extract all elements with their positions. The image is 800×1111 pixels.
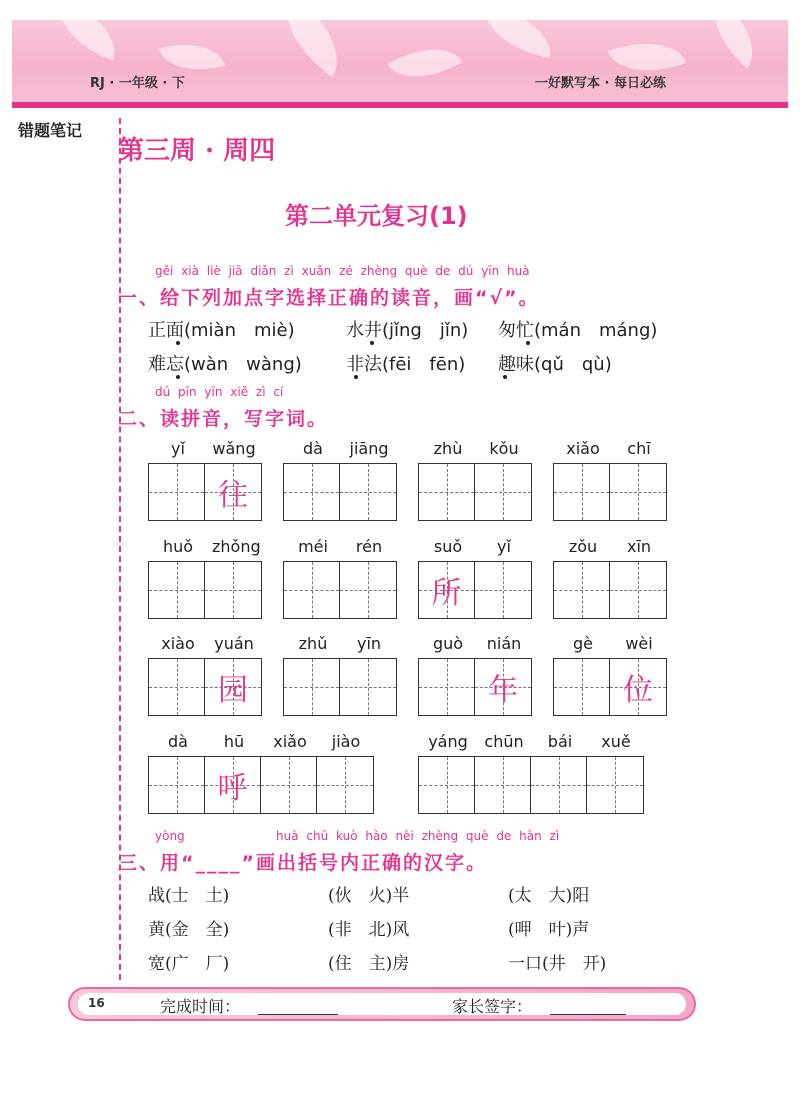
section2-title: 二、读拼音，写字词。 <box>118 408 329 430</box>
writing-cell[interactable] <box>475 757 531 813</box>
writing-cell[interactable] <box>610 464 666 520</box>
writing-grid[interactable] <box>148 658 262 716</box>
char-choice-item[interactable]: (非 北)风 <box>328 920 410 940</box>
writing-cell[interactable] <box>419 464 475 520</box>
page-number: 16 <box>88 996 105 1010</box>
choice-item[interactable]: 匆忙(mán máng) <box>498 320 658 341</box>
written-character: 园 <box>218 673 248 708</box>
writing-grid[interactable] <box>148 756 374 814</box>
grid-pinyin: zhǔ <box>298 634 328 653</box>
grid-pinyin: kǒu <box>489 439 519 458</box>
emphasis-dot <box>526 341 530 345</box>
writing-cell[interactable] <box>340 464 396 520</box>
grid-pinyin: wèi <box>625 634 653 653</box>
unit-title: 第二单元复习(1) <box>285 202 468 230</box>
grid-pinyin: xuě <box>601 732 631 751</box>
completion-time-blank[interactable] <box>258 1014 338 1015</box>
section3-title: 三、用“____”画出括号内正确的汉字。 <box>118 852 487 874</box>
writing-grid[interactable] <box>418 463 532 521</box>
writing-cell[interactable] <box>554 562 610 618</box>
writing-cell[interactable] <box>419 757 475 813</box>
grid-pinyin: dà <box>303 439 323 458</box>
grid-pinyin: zǒu <box>568 537 598 556</box>
writing-cell[interactable] <box>284 464 340 520</box>
writing-cell[interactable] <box>340 562 396 618</box>
section1-pinyin: gěi xià liè jiā diǎn zì xuǎn zé zhèng què de dú yīn huà <box>155 264 530 278</box>
grid-pinyin: xiǎo <box>273 732 307 751</box>
writing-cell[interactable] <box>205 659 261 715</box>
writing-cell[interactable] <box>610 659 666 715</box>
section2-pinyin: dú pīn yīn xiě zì cí <box>155 385 284 399</box>
written-character: 年 <box>488 673 518 708</box>
writing-grid[interactable] <box>283 561 397 619</box>
grid-pinyin: jiāng <box>349 439 389 458</box>
grid-pinyin: zhù <box>433 439 463 458</box>
writing-cell[interactable] <box>531 757 587 813</box>
written-character: 往 <box>218 478 248 513</box>
parent-signature-blank[interactable] <box>550 1014 626 1015</box>
week-title: 第三周 · 周四 <box>118 136 276 166</box>
written-character: 呼 <box>217 771 248 806</box>
writing-grid[interactable] <box>418 756 644 814</box>
writing-cell[interactable] <box>475 562 531 618</box>
section3-pinyin-yong: yòng <box>155 829 185 843</box>
char-choice-item[interactable]: (住 主)房 <box>328 954 410 974</box>
writing-cell[interactable] <box>419 562 475 618</box>
char-choice-item[interactable]: (伙 火)半 <box>328 886 410 906</box>
char-choice-item[interactable]: 宽(广 厂) <box>148 954 230 974</box>
mistake-notes-label: 错题笔记 <box>18 121 83 140</box>
writing-grid[interactable] <box>418 561 532 619</box>
writing-cell[interactable] <box>554 464 610 520</box>
writing-cell[interactable] <box>610 562 666 618</box>
writing-cell[interactable] <box>554 659 610 715</box>
writing-grid[interactable] <box>283 463 397 521</box>
choice-item[interactable]: 难忘(wàn wàng) <box>148 354 302 375</box>
writing-cell[interactable] <box>475 659 531 715</box>
grid-pinyin: xiǎo <box>566 439 600 458</box>
grid-pinyin: huǒ <box>162 537 194 556</box>
writing-cell[interactable] <box>284 659 340 715</box>
grid-pinyin: yīn <box>356 634 382 653</box>
completion-time-label: 完成时间： <box>160 997 241 1016</box>
char-choice-item[interactable]: 战(士 土) <box>148 886 230 906</box>
writing-grid[interactable] <box>148 561 262 619</box>
grid-pinyin: guò <box>432 634 464 653</box>
emphasis-dot <box>370 341 374 345</box>
choice-item[interactable]: 非法(fēi fēn) <box>346 354 466 375</box>
grid-pinyin: yuán <box>214 634 254 653</box>
grid-pinyin: jiào <box>331 732 361 751</box>
char-choice-item[interactable]: 一口(井 开) <box>508 954 607 974</box>
grid-pinyin: yǐ <box>497 537 511 556</box>
writing-cell[interactable] <box>149 562 205 618</box>
header-grade-label: RJ · 一年级 · 下 <box>90 76 185 91</box>
section3-pinyin: huà chū kuò hào nèi zhèng què de hàn zì <box>276 829 560 843</box>
emphasis-dot <box>503 375 507 379</box>
writing-grid[interactable] <box>148 463 262 521</box>
emphasis-dot <box>354 375 358 379</box>
grid-pinyin: gè <box>573 634 593 653</box>
grid-pinyin: xiào <box>161 634 195 653</box>
grid-pinyin: rén <box>355 537 383 556</box>
writing-grid[interactable] <box>418 658 532 716</box>
writing-cell[interactable] <box>205 562 261 618</box>
header-divider <box>12 102 788 108</box>
writing-cell[interactable] <box>261 757 317 813</box>
writing-grid[interactable] <box>553 658 667 716</box>
emphasis-dot <box>176 341 180 345</box>
grid-pinyin: chūn <box>484 732 524 751</box>
grid-pinyin: hū <box>223 732 245 751</box>
writing-cell[interactable] <box>205 757 261 813</box>
grid-pinyin: nián <box>486 634 522 653</box>
writing-cell[interactable] <box>587 757 643 813</box>
writing-grid[interactable] <box>553 561 667 619</box>
choice-item[interactable]: 正面(miàn miè) <box>148 320 295 341</box>
grid-pinyin: bái <box>547 732 573 751</box>
grid-pinyin: xīn <box>626 537 652 556</box>
char-choice-item[interactable]: (太 大)阳 <box>508 886 590 906</box>
grid-pinyin: dà <box>168 732 188 751</box>
char-choice-item[interactable]: 黄(金 全) <box>148 920 230 940</box>
emphasis-dot <box>176 375 180 379</box>
grid-pinyin: yáng <box>428 732 468 751</box>
writing-grid[interactable] <box>553 463 667 521</box>
choice-item[interactable]: 趣味(qǔ qù) <box>498 354 612 375</box>
parent-signature-label: 家长签字： <box>452 997 533 1016</box>
writing-cell[interactable] <box>419 659 475 715</box>
writing-cell[interactable] <box>475 464 531 520</box>
written-character: 所 <box>431 576 462 611</box>
section1-title: 一、给下列加点字选择正确的读音，画“√”。 <box>118 287 540 309</box>
grid-pinyin: méi <box>298 537 328 556</box>
grid-pinyin: zhǒng <box>212 537 261 556</box>
grid-pinyin: chī <box>627 439 651 458</box>
writing-cell[interactable] <box>149 464 205 520</box>
choice-item[interactable]: 水井(jǐng jǐn) <box>346 320 469 341</box>
writing-cell[interactable] <box>149 757 205 813</box>
writing-grid[interactable] <box>283 658 397 716</box>
written-character: 位 <box>623 673 653 708</box>
grid-pinyin: wǎng <box>212 439 256 458</box>
grid-pinyin: suǒ <box>433 537 463 556</box>
writing-cell[interactable] <box>149 659 205 715</box>
writing-cell[interactable] <box>284 562 340 618</box>
writing-cell[interactable] <box>317 757 373 813</box>
header-series-label: 一好默写本 · 每日必练 <box>535 76 666 91</box>
char-choice-item[interactable]: (呷 叶)声 <box>508 920 590 940</box>
writing-cell[interactable] <box>340 659 396 715</box>
writing-cell[interactable] <box>205 464 261 520</box>
grid-pinyin: yǐ <box>171 439 185 458</box>
